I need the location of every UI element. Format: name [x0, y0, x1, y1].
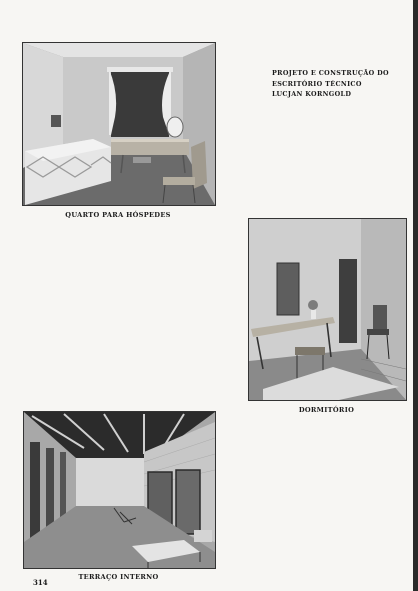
credits-line-3: LUCJAN KORNGOLD	[272, 90, 352, 98]
guest-room-caption: QUARTO PARA HÓSPEDES	[65, 211, 171, 219]
bedroom-photo	[248, 218, 407, 401]
bedroom-caption: DORMITÓRIO	[298, 406, 355, 414]
project-credits	[272, 68, 389, 100]
page-edge	[413, 0, 418, 591]
guest-room-photo	[22, 42, 216, 206]
credits-line-2: ESCRITÓRIO TÉCNICO	[272, 79, 362, 88]
credits-line-1: PROJETO E CONSTRUÇÃO DO	[272, 69, 389, 77]
terrace-caption: TERRAÇO INTERNO	[78, 573, 159, 581]
page-number: 314	[33, 578, 48, 587]
terrace-photo	[23, 411, 216, 569]
